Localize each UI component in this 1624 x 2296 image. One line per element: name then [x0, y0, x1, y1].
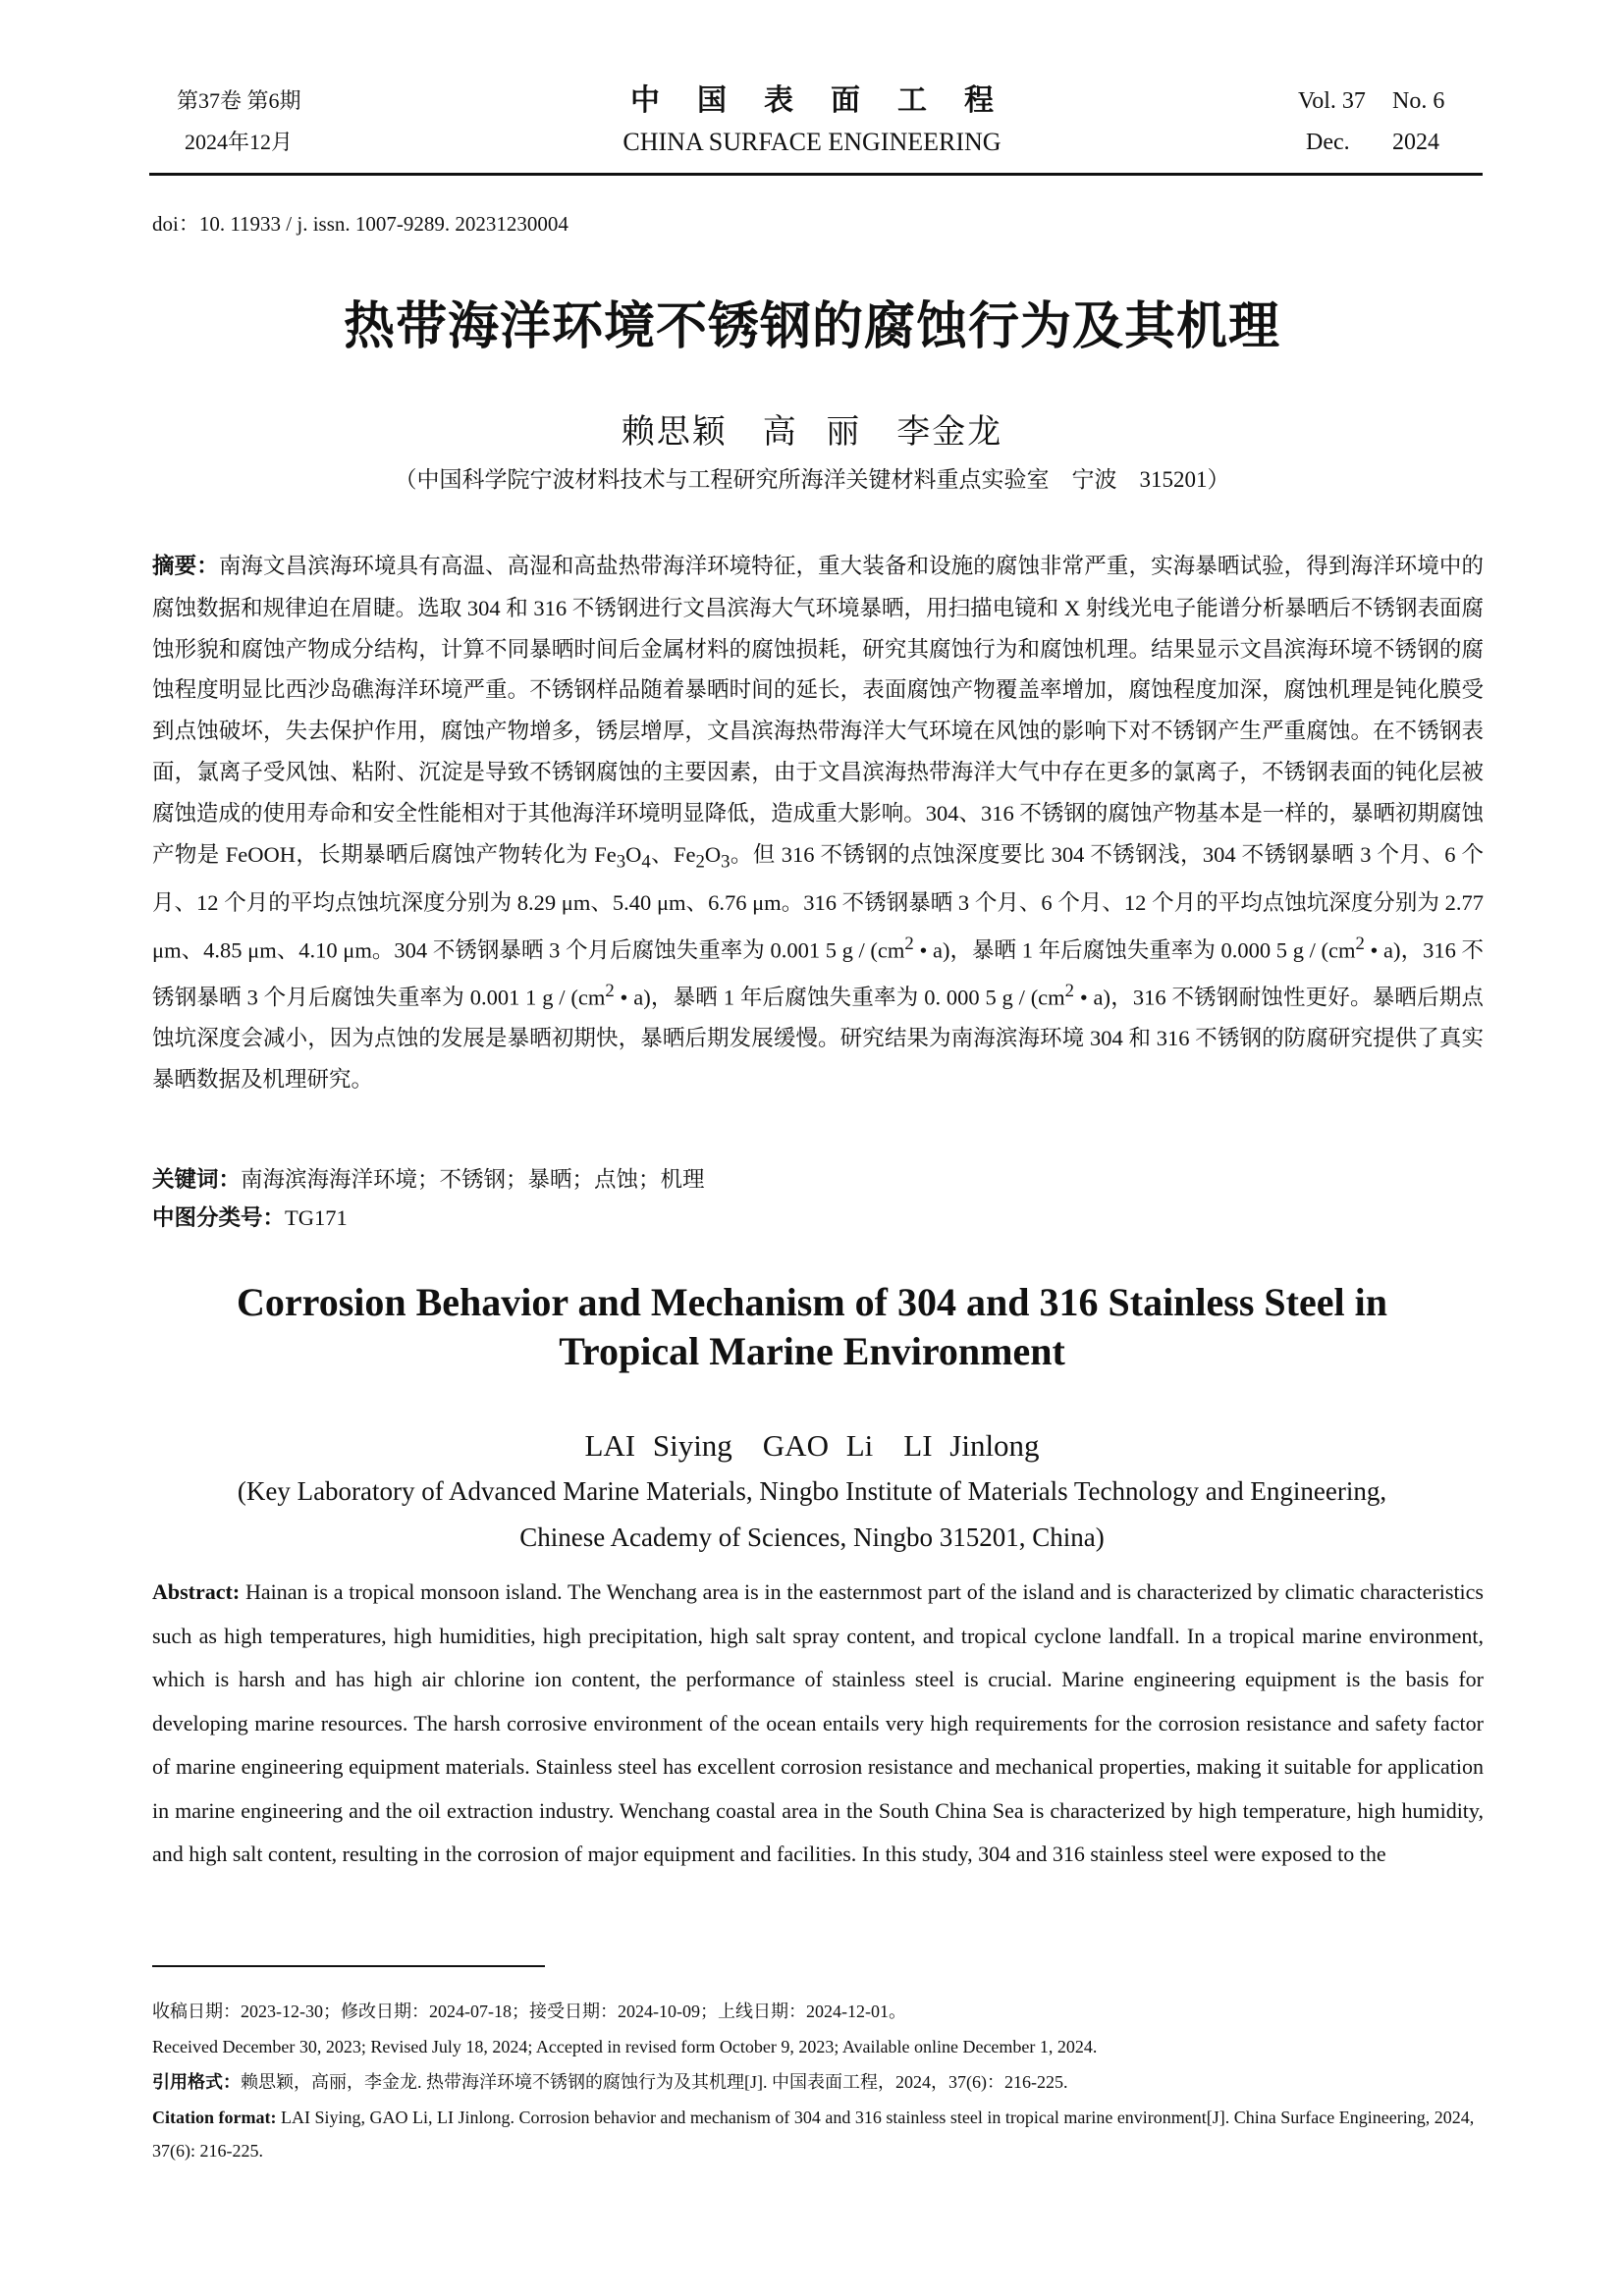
keywords-cn — [152, 1161, 1484, 1199]
citation-en-text: LAI Siying, GAO Li, LI Jinlong. Corrosion behavior and mechanism of 304 and 316 stainless steel in tropical marine environment[J]. China Surface Engineering, 2024, 37(6): 216-225. — [152, 2108, 1475, 2161]
abstract-cn-label: 摘要： — [152, 554, 219, 579]
header-volume: Vol. 37 — [1298, 88, 1366, 114]
clc-text: TG171 — [285, 1205, 348, 1230]
abstract-cn-text-5: • a)，暴晒 1 年后腐蚀失重率为 0. 000 5 g / (cm — [614, 985, 1065, 1010]
header-number: No. 6 — [1392, 88, 1445, 114]
title-en-line-2: Tropical Marine Environment — [559, 1329, 1065, 1373]
keywords-cn-label: 关键词： — [152, 1167, 242, 1193]
header-rule — [149, 173, 1483, 176]
footnote-rule — [152, 1965, 545, 1967]
abstract-en — [152, 1571, 1484, 1877]
authors-en: LAI Siying GAO Li LI Jinlong — [584, 1428, 1040, 1463]
title-en-line-1: Corrosion Behavior and Mechanism of 304 and 316 Stainless Steel in — [237, 1280, 1387, 1324]
abstract-cn-text-2: 。但 316 不锈钢的点蚀深度要比 304 不锈钢浅，304 不锈钢暴晒 3 个月、6 个月、12 个月的平均点蚀坑深度分别为 8.29 μm、5.40 μm、6.76 μm。316 不锈钢暴晒 3 个月、6 个月、12 个月的平均点蚀坑深度分别为 2.77 μm、4.85 μm、4.10 μm。304 不锈钢暴晒 3 个月后腐蚀失重率为 0.001 5 g / (cm — [152, 841, 1484, 963]
title-en — [0, 1278, 1624, 1376]
footnote-citation-en — [152, 2101, 1484, 2167]
running-header — [149, 80, 1475, 169]
doi: doi：10. 11933 / j. issn. 1007-9289. 20231230004 — [152, 212, 568, 236]
keywords-cn-text: 南海滨海海洋环境；不锈钢；暴晒；点蚀；机理 — [241, 1167, 705, 1192]
fe2o3: $Fe_2O_3$ — [674, 841, 731, 873]
clc-label: 中图分类号： — [152, 1205, 286, 1231]
journal-name-cn: 中国表面工程 — [630, 84, 1031, 117]
citation-cn-text: 赖思颖，高丽，李金龙. 热带海洋环境不锈钢的腐蚀行为及其机理[J]. 中国表面工程，2024，37(6)：216-225. — [241, 2072, 1068, 2092]
abstract-cn-text-1: 南海文昌滨海环境具有高温、高湿和高盐热带海洋环境特征，重大装备和设施的腐蚀非常严重，实海暴晒试验，得到海洋环境中的腐蚀数据和规律迫在眉睫。选取 304 和 316 不锈钢进行文昌滨海大气环境暴晒，用扫描电镜和 X 射线光电子能谱分析暴晒后不锈钢表面腐蚀形貌和腐蚀产物成分结构，计算不同暴晒时间后金属材料的腐蚀损耗，研究其腐蚀行为和腐蚀机理。结果显示文昌滨海环境不锈钢的腐蚀程度明显比西沙岛礁海洋环境严重。不锈钢样品随着暴晒时间的延长，表面腐蚀产物覆盖率增加，腐蚀程度加深，腐蚀机理是钝化膜受到点蚀破坏，失去保护作用，腐蚀产物增多，锈层增厚，文昌滨海热带海洋大气环境在风蚀的影响下对不锈钢产生严重腐蚀。在不锈钢表面，氯离子受风蚀、粘附、沉淀是导致不锈钢腐蚀的主要因素，由于文昌滨海热带海洋大气中存在更多的氯离子，不锈钢表面的钝化层被腐蚀造成的使用寿命和安全性能相对于其他海洋环境明显降低，造成重大影响。304、316 不锈钢的腐蚀产物基本是一样的，暴晒初期腐蚀产物是 FeOOH，长期暴晒后腐蚀产物转化为 — [152, 554, 1484, 867]
affiliation-cn: （中国科学院宁波材料技术与工程研究所海洋关键材料重点实验室 宁波 315201） — [394, 467, 1230, 492]
header-year: 2024 — [1392, 130, 1439, 155]
citation-en-label: Citation format: — [152, 2108, 277, 2127]
title-cn: 热带海洋环境不锈钢的腐蚀行为及其机理 — [343, 297, 1280, 356]
citation-cn-label: 引用格式： — [152, 2072, 241, 2093]
journal-name — [149, 80, 1475, 163]
affiliation-en-line-2: Chinese Academy of Sciences, Ningbo 315201, China) — [519, 1522, 1105, 1552]
footnote-citation-cn — [152, 2065, 1484, 2100]
affiliation-en-line-1: (Key Laboratory of Advanced Marine Materials, Ningbo Institute of Materials Technology and Engineering, — [237, 1476, 1387, 1506]
abstract-cn: 摘要：南海文昌滨海环境具有高温、高湿和高盐热带海洋环境特征，重大装备和设施的腐蚀非常严重，实海暴晒试验，得到海洋环境中的腐蚀数据和规律迫在眉睫。选取 304 和 316 不锈钢进行文昌滨海大气环境暴晒，用扫描电镜和 X 射线光电子能谱分析暴晒后不锈钢表面腐蚀形貌和腐蚀产物成分结构，计算不同暴晒时间后金属材料的腐蚀损耗，研究其腐蚀行为和腐蚀机理。结果显示文昌滨海环境不锈钢的腐蚀程度明显比西沙岛礁海洋环境严重。不锈钢样品随着暴晒时间的延长，表面腐蚀产物覆盖率增加，腐蚀程度加深，腐蚀机理是钝化膜受到点蚀破坏，失去保护作用，腐蚀产物增多，锈层增厚，文昌滨海热带海洋大气环境在风蚀的影响下对不锈钢产生严重腐蚀。在不锈钢表面，氯离子受风蚀、粘附、沉淀是导致不锈钢腐蚀的主要因素，由于文昌滨海热带海洋大气中存在更多的氯离子，不锈钢表面的钝化层被腐蚀造成的使用寿命和安全性能相对于其他海洋环境明显降低，造成重大影响。304、316 不锈钢的腐蚀产物基本是一样的，暴晒初期腐蚀产物是 FeOOH，长期暴晒后腐蚀产物转化为 $Fe_3O_4$、$Fe_2O_3$。但 316 不锈钢的点蚀深度要比 304 不锈钢浅，304 不锈钢暴晒 3 个月、6 个月、12 个月的平均点蚀坑深度分别为 8.29 μm、5.40 μm、6.76 μm。316 不锈钢暴晒 3 个月、6 个月、12 个月的平均点蚀坑深度分别为 2.77 μm、4.85 μm、4.10 μm。304 不锈钢暴晒 3 个月后腐蚀失重率为 0.001 5 g / ($cm^2$ • a)，暴晒 1 年后腐蚀失重率为 0.000 5 g / ($cm^2$ • a)，316 不锈钢暴晒 3 个月后腐蚀失重率为 0.001 1 g / ($cm^2$ • a)，暴晒 1 年后腐蚀失重率为 0. 000 5 g / ($cm^2$ • a)，316 不锈钢耐蚀性更好。暴晒后期点蚀坑深度会减小，因为点蚀的发展是暴晒初期快，暴晒后期发展缓慢。研究结果为南海滨海环境 304 和 316 不锈钢的防腐研究提供了真实暴晒数据及机理研究。 — [152, 554, 1485, 1093]
abstract-cn-text-6: • a)，316 不锈钢耐蚀性更好。暴晒后期点蚀坑深度会减小，因为点蚀的发展是暴晒初期快，暴晒后期发展缓慢。研究结果为南海滨海环境 304 和 316 不锈钢的防腐研究提供了真实暴晒数据及机理研究。 — [152, 985, 1484, 1093]
clc-number — [152, 1200, 1484, 1237]
journal-name-en: CHINA SURFACE ENGINEERING — [623, 128, 1001, 156]
authors-cn: 赖思颖 高 丽 李金龙 — [621, 414, 1003, 451]
header-volume-issue-cn: 第37卷 第6期 — [177, 88, 301, 113]
abstract-en-text: Hainan is a tropical monsoon island. The Wenchang area is in the easternmost part of the island and is characterized by climatic characteristics such as high temperatures, high humidities, high precipitation, high salt spray content, and tropical cyclone landfall. In a tropical marine environment, which is harsh and has high air chlorine ion content, the performance of stainless steel is crucial. Marine engineering equipment is the basis for developing marine resources. The harsh corrosive environment of the ocean entails very high requirements for the corrosion resistance and safety factor of marine engineering equipment materials. Stainless steel has excellent corrosion resistance and mechanical properties, making it suitable for application in marine engineering and the oil extraction industry. Wenchang coastal area in the South China Sea is characterized by high temperature, high humidity, and high salt content, resulting in the corrosion of major equipment and facilities. In this study, 304 and 316 stainless steel were exposed to the — [152, 1579, 1484, 1866]
footnote-dates-cn: 收稿日期：2023-12-30；修改日期：2024-07-18；接受日期：2024-10-09；上线日期：2024-12-01。 — [152, 2002, 906, 2021]
affiliation-en — [0, 1468, 1624, 1561]
fe3o4: $Fe_3O_4$ — [594, 841, 651, 873]
abstract-cn-text-4: • a)，316 不锈钢暴晒 3 个月后腐蚀失重率为 0.001 1 g / (cm — [152, 937, 1485, 1010]
abstract-en-label: Abstract: — [152, 1579, 241, 1604]
header-month: Dec. — [1306, 130, 1350, 155]
header-date-cn: 2024年12月 — [185, 130, 294, 154]
header-issue-en — [1298, 80, 1475, 163]
abstract-cn-text-3: • a)，暴晒 1 年后腐蚀失重率为 0.000 5 g / (cm — [913, 937, 1356, 963]
footnote-dates-en: Received December 30, 2023; Revised July 18, 2024; Accepted in revised form October 9, 2023; Available online December 1, 2024. — [152, 2037, 1098, 2056]
